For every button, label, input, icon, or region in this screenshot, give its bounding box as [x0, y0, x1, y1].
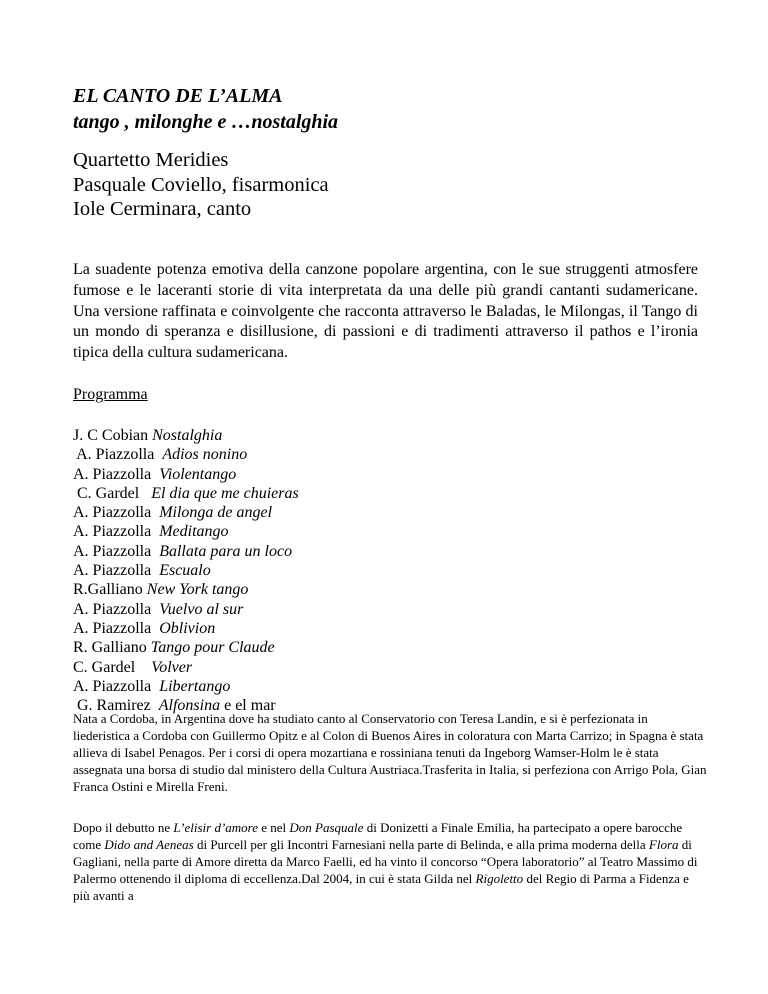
- program-work: Volver: [151, 658, 193, 676]
- bio-text: di Donizetti a Finale Emilia, ha partecipato a opere barocche come: [73, 820, 683, 852]
- program-list: [73, 426, 299, 715]
- program-item: [73, 542, 299, 561]
- program-composer: A. Piazzolla: [73, 446, 163, 464]
- intro-paragraph: La suadente potenza emotiva della canzone popolare argentina, con le sue struggenti atmosfere fumose e le laceranti storie di vita interpretata da una delle più grandi cantanti sudamericane. Una versione raffinata e coinvolgente che racconta attraverso le Baladas, le Milongas, il Tango di un mondo di speranza e disillusione, di passioni e di tradimenti attraverso il pathos e l’ironia tipica della cultura sudamericana.: [73, 261, 698, 362]
- program-item: [73, 426, 299, 445]
- bio-work-title: Don Pasquale: [289, 820, 364, 835]
- program-item: [73, 677, 299, 696]
- bio-paragraph-1: Nata a Cordoba, in Argentina dove ha studiato canto al Conservatorio con Teresa Landin, e si è perfezionata in liederistica a Cordoba con Guillermo Opitz e al Colon di Buenos Aires in coloratura con Marta Carrizo; in Spagna è stata allieva di Isabel Penagos. Per i corsi di opera mozartiana e rossiniana tenuti da Ingeborg Wamser-Holm le è stata assegnata una borsa di studio dal ministero della Cultura Austriaca.Trasferita in Italia, si perfeziona con Arrigo Pola, Gian Franca Ostini e Mirella Freni.: [73, 711, 707, 794]
- performers-list: [73, 148, 329, 222]
- program-work: Tango pour Claude: [150, 639, 275, 657]
- program-work: Oblivion: [159, 619, 216, 637]
- program-composer: C. Gardel: [73, 484, 152, 502]
- program-work: Vuelvo al sur: [159, 600, 244, 618]
- bio-work-title: Rigoletto: [475, 870, 524, 886]
- program-work: New York tango: [146, 581, 249, 599]
- program-work: Ballata para un loco: [159, 542, 293, 560]
- program-composer: G. Ramirez: [73, 697, 159, 715]
- bio-work-title: Dido and Aeneas: [104, 836, 194, 852]
- bio-text: Dopo il debutto ne: [73, 820, 174, 835]
- bio-work-title: L’elisir d’amore: [173, 820, 259, 835]
- program-composer: A. Piazzolla: [73, 523, 160, 541]
- program-composer: A. Piazzolla: [73, 600, 160, 618]
- performer-accordion: Pasquale Coviello, fisarmonica: [73, 173, 329, 196]
- program-composer: R.Galliano: [73, 581, 147, 599]
- program-item: [73, 522, 299, 541]
- program-composer: C. Gardel: [73, 658, 152, 676]
- program-composer: A. Piazzolla: [73, 465, 160, 483]
- program-item: [73, 561, 299, 580]
- program-suffix: e el mar: [220, 697, 276, 715]
- program-item: [73, 503, 299, 522]
- program-work: Violentango: [159, 465, 237, 483]
- bio-text: del Regio di Parma a Fidenza e più avanti a: [73, 870, 689, 903]
- program-work: Escualo: [159, 562, 211, 580]
- bio-text: e nel: [258, 820, 290, 835]
- concert-subtitle: tango , milonghe e …nostalghia: [73, 111, 339, 133]
- bio-paragraph-2: [73, 820, 708, 905]
- program-item: [73, 484, 299, 503]
- program-composer: A. Piazzolla: [73, 562, 160, 580]
- program-work: Alfonsina: [158, 697, 221, 715]
- program-item: [73, 658, 299, 677]
- program-heading: Programma: [73, 386, 148, 403]
- performer-voice: Iole Cerminara, canto: [73, 198, 252, 220]
- program-composer: J. C Cobian: [73, 427, 153, 444]
- program-item: [73, 638, 299, 657]
- program-composer: R. Galliano: [73, 639, 151, 657]
- program-work: Nostalghia: [152, 427, 223, 444]
- bio-text: di Purcell per gli Incontri Farnesiani nella parte di Belinda, e alla prima moderna della: [193, 836, 649, 852]
- program-item: [73, 600, 299, 619]
- concert-title: EL CANTO DE L’ALMA: [73, 85, 283, 107]
- program-composer: A. Piazzolla: [73, 677, 160, 695]
- program-work: Meditango: [159, 523, 229, 541]
- bio-text: di Gagliani, nella parte di Amore diretta da Marco Faelli, ed ha vinto il concorso “Opera laboratorio” al Teatro Massimo di Palermo ottenendo il diploma di eccellenza.Dal 2004, in cui è stata Gilda nel: [73, 836, 698, 886]
- program-item: [73, 445, 299, 464]
- program-item: [73, 619, 299, 638]
- program-composer: A. Piazzolla: [73, 542, 160, 560]
- program-composer: A. Piazzolla: [73, 619, 160, 637]
- performer-ensemble: Quartetto Meridies: [73, 149, 229, 171]
- program-work: Adios nonino: [162, 446, 248, 464]
- program-item: [73, 465, 299, 484]
- program-work: Libertango: [159, 677, 231, 695]
- program-work: El dia que me chuieras: [151, 484, 299, 502]
- bio-work-title: Flora: [648, 836, 679, 852]
- program-work: Milonga de angel: [159, 504, 273, 522]
- program-composer: A. Piazzolla: [73, 504, 160, 522]
- program-item: [73, 580, 299, 599]
